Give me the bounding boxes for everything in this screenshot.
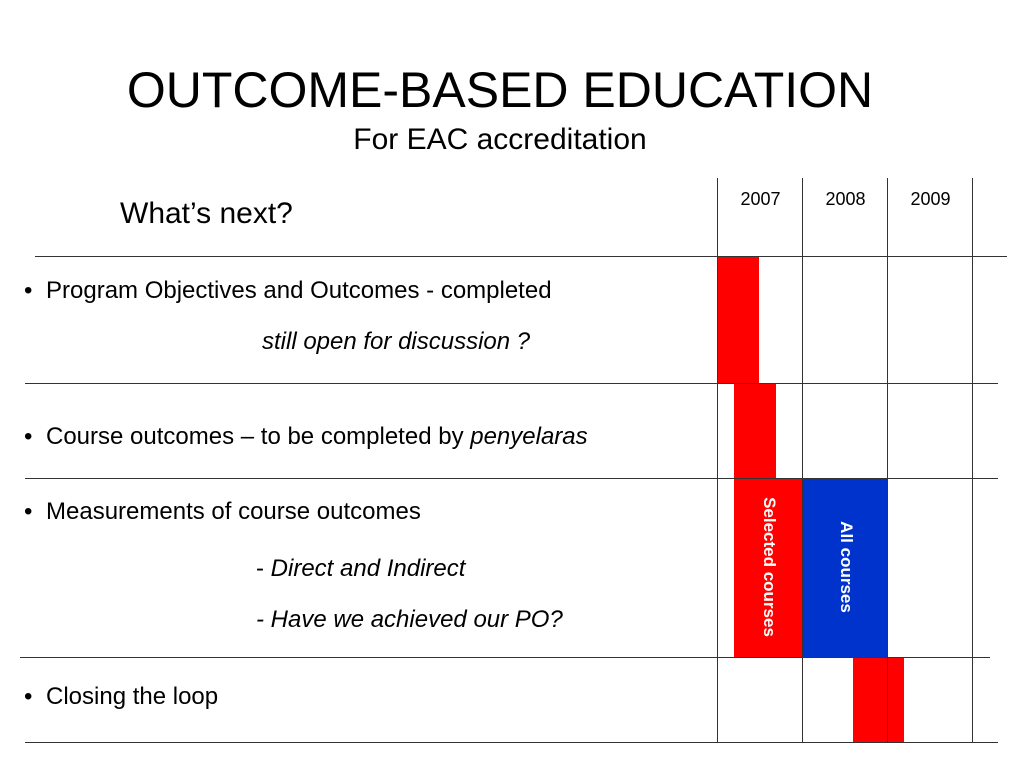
row-course-outcomes-text: Course outcomes – to be completed by	[46, 423, 471, 450]
row-measurements	[24, 497, 421, 527]
row-objectives	[24, 276, 552, 306]
row-closing-loop	[24, 682, 218, 712]
grid-line-h	[25, 478, 998, 479]
bar-closing-loop	[853, 657, 904, 743]
bullet-point: •	[24, 683, 33, 710]
bar-course-outcomes-2007	[734, 383, 776, 478]
row-closing-loop-text: Closing the loop	[46, 683, 219, 710]
grid-line-v	[972, 178, 973, 743]
sub1-text: Direct and Indirect	[270, 555, 466, 582]
grid-line-h	[20, 657, 990, 658]
sub1-prefix: -	[256, 555, 271, 582]
year-2008-header: 2008	[825, 189, 866, 209]
slide-subtitle: For EAC accreditation	[353, 123, 647, 156]
grid-line-h	[35, 256, 1007, 257]
row-course-outcomes	[24, 422, 588, 452]
bullet-point: •	[24, 498, 33, 525]
bullet-point: •	[24, 423, 33, 450]
grid-line-v	[717, 178, 718, 743]
row-measurements-sub2: - Have we achieved our PO?	[256, 606, 563, 633]
bullet-point: •	[24, 277, 33, 304]
row-course-outcomes-italic: penyelaras	[470, 423, 588, 450]
year-2009-header: 2009	[910, 189, 951, 209]
row-objectives-text: Program Objectives and Outcomes - completed	[46, 277, 552, 304]
year-2007-header: 2007	[740, 189, 781, 209]
row-measurements-text: Measurements of course outcomes	[46, 498, 421, 525]
all-courses-label: All courses	[837, 521, 856, 613]
grid-line-h	[25, 383, 998, 384]
section-heading: What’s next?	[120, 197, 293, 230]
bar-objectives-2007	[717, 256, 759, 383]
grid-line-h	[25, 742, 998, 743]
slide-title: OUTCOME-BASED EDUCATION	[126, 62, 874, 118]
selected-courses-label: Selected courses	[760, 497, 779, 637]
grid-line-v	[802, 178, 803, 743]
grid-line-v	[887, 178, 888, 743]
row-measurements-sub1	[256, 554, 465, 584]
row-objectives-note: still open for discussion ?	[262, 328, 531, 355]
